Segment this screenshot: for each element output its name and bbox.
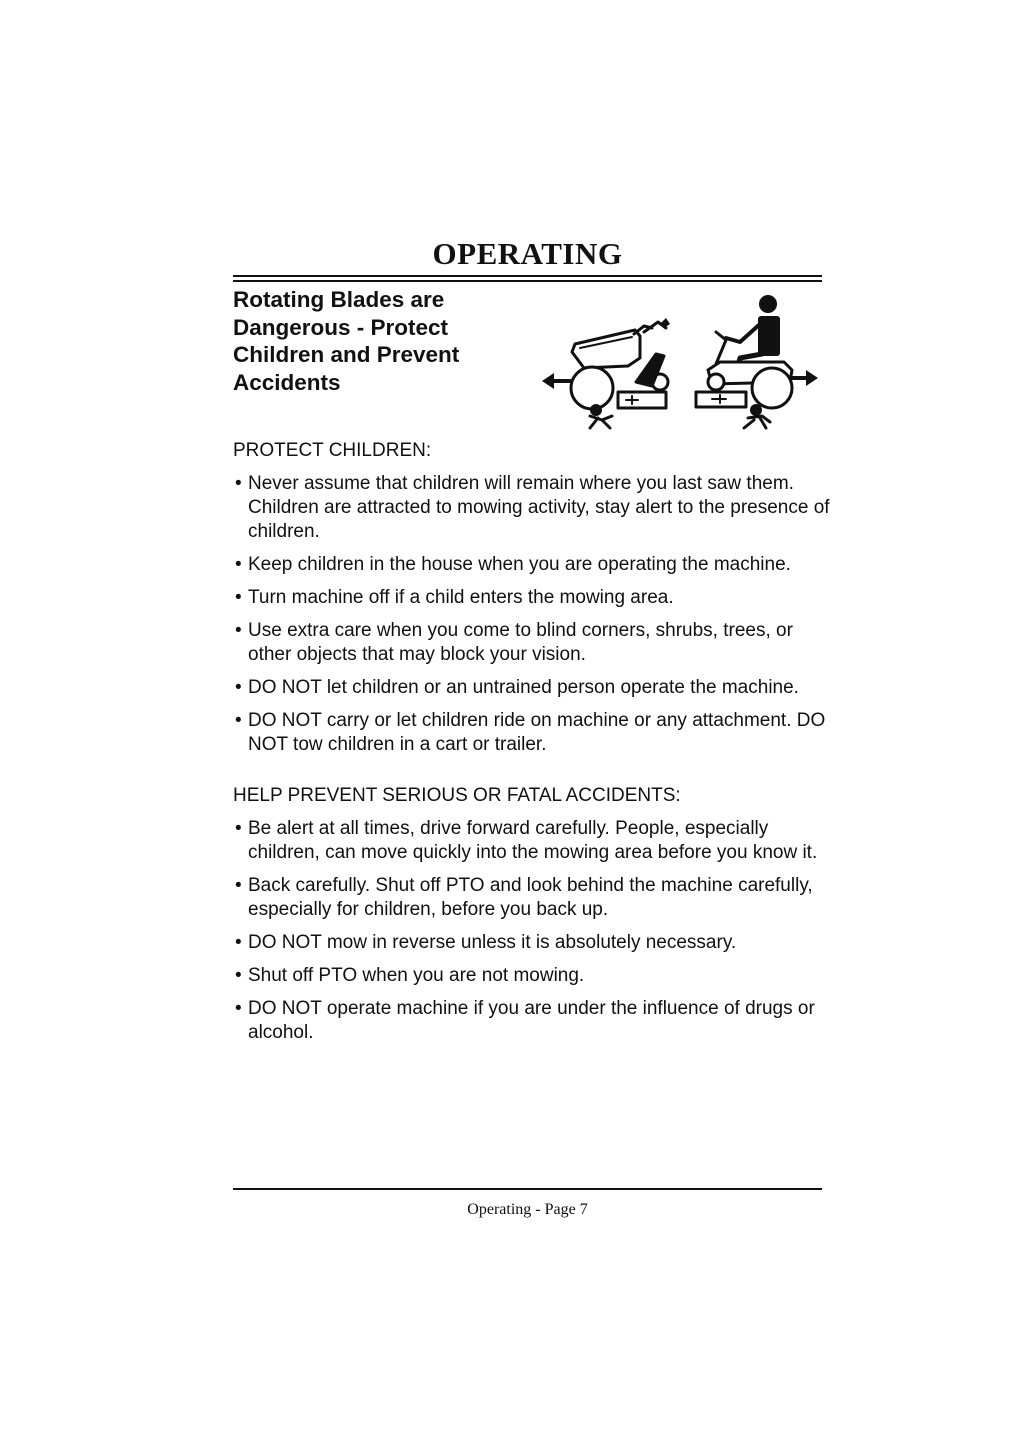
riding-mower-forward-child-icon bbox=[696, 295, 818, 428]
list-item bbox=[233, 964, 833, 988]
list-item bbox=[233, 619, 833, 667]
riding-mower-reverse-child-icon bbox=[542, 318, 670, 428]
prevent-accidents-list bbox=[233, 817, 833, 1045]
list-item bbox=[233, 676, 833, 700]
section-gap bbox=[233, 766, 833, 784]
list-item-text: • Shut off PTO when you are not mowing. bbox=[248, 965, 585, 986]
list-item bbox=[233, 931, 833, 955]
list-item-text: • DO NOT carry or let children ride on machine or any attachment. DO NOT tow children in a cart or trailer. bbox=[248, 710, 826, 755]
list-item bbox=[233, 874, 833, 922]
section-heading-line: Rotating Blades are bbox=[233, 287, 445, 312]
prevent-accidents-heading: HELP PREVENT SERIOUS OR FATAL ACCIDENTS: bbox=[233, 785, 681, 806]
page-footer: Operating - Page 7 bbox=[467, 1201, 588, 1218]
list-item-text: • Back carefully. Shut off PTO and look behind the machine carefully, especially for children, before you back up. bbox=[248, 875, 813, 920]
list-item-text: • Be alert at all times, drive forward carefully. People, especially children, can move quickly into the mowing area before you know it. bbox=[248, 818, 818, 863]
list-item bbox=[233, 472, 833, 544]
list-item-text: • Never assume that children will remain where you last saw them. Children are attracted to mowing activity, stay alert to the presence of children. bbox=[248, 473, 830, 542]
list-item bbox=[233, 709, 833, 757]
section-heading bbox=[233, 286, 533, 396]
footer-rule bbox=[233, 1188, 822, 1190]
list-item-text: • DO NOT let children or an untrained person operate the machine. bbox=[248, 677, 799, 698]
section-heading-line: Children and Prevent bbox=[233, 342, 460, 367]
section-heading-line: Accidents bbox=[233, 369, 341, 395]
list-item bbox=[233, 817, 833, 865]
page-title: OPERATING bbox=[432, 236, 623, 271]
protect-children-heading: PROTECT CHILDREN: bbox=[233, 440, 432, 461]
list-item-text: • Turn machine off if a child enters the mowing area. bbox=[248, 587, 674, 608]
title-double-rule bbox=[233, 275, 822, 282]
mower-safety-illustration bbox=[540, 292, 820, 434]
list-item bbox=[233, 586, 833, 610]
list-item bbox=[233, 997, 833, 1045]
list-item-text: • Use extra care when you come to blind corners, shrubs, trees, or other objects that may block your vision. bbox=[248, 620, 793, 665]
list-item-text: • DO NOT mow in reverse unless it is absolutely necessary. bbox=[248, 932, 737, 953]
list-item-text: • DO NOT operate machine if you are under the influence of drugs or alcohol. bbox=[248, 998, 815, 1043]
list-item-text: • Keep children in the house when you are operating the machine. bbox=[248, 554, 791, 575]
content-body bbox=[233, 439, 833, 1054]
list-item bbox=[233, 553, 833, 577]
protect-children-list bbox=[233, 472, 833, 757]
section-heading-line: Dangerous - Protect bbox=[233, 314, 449, 340]
